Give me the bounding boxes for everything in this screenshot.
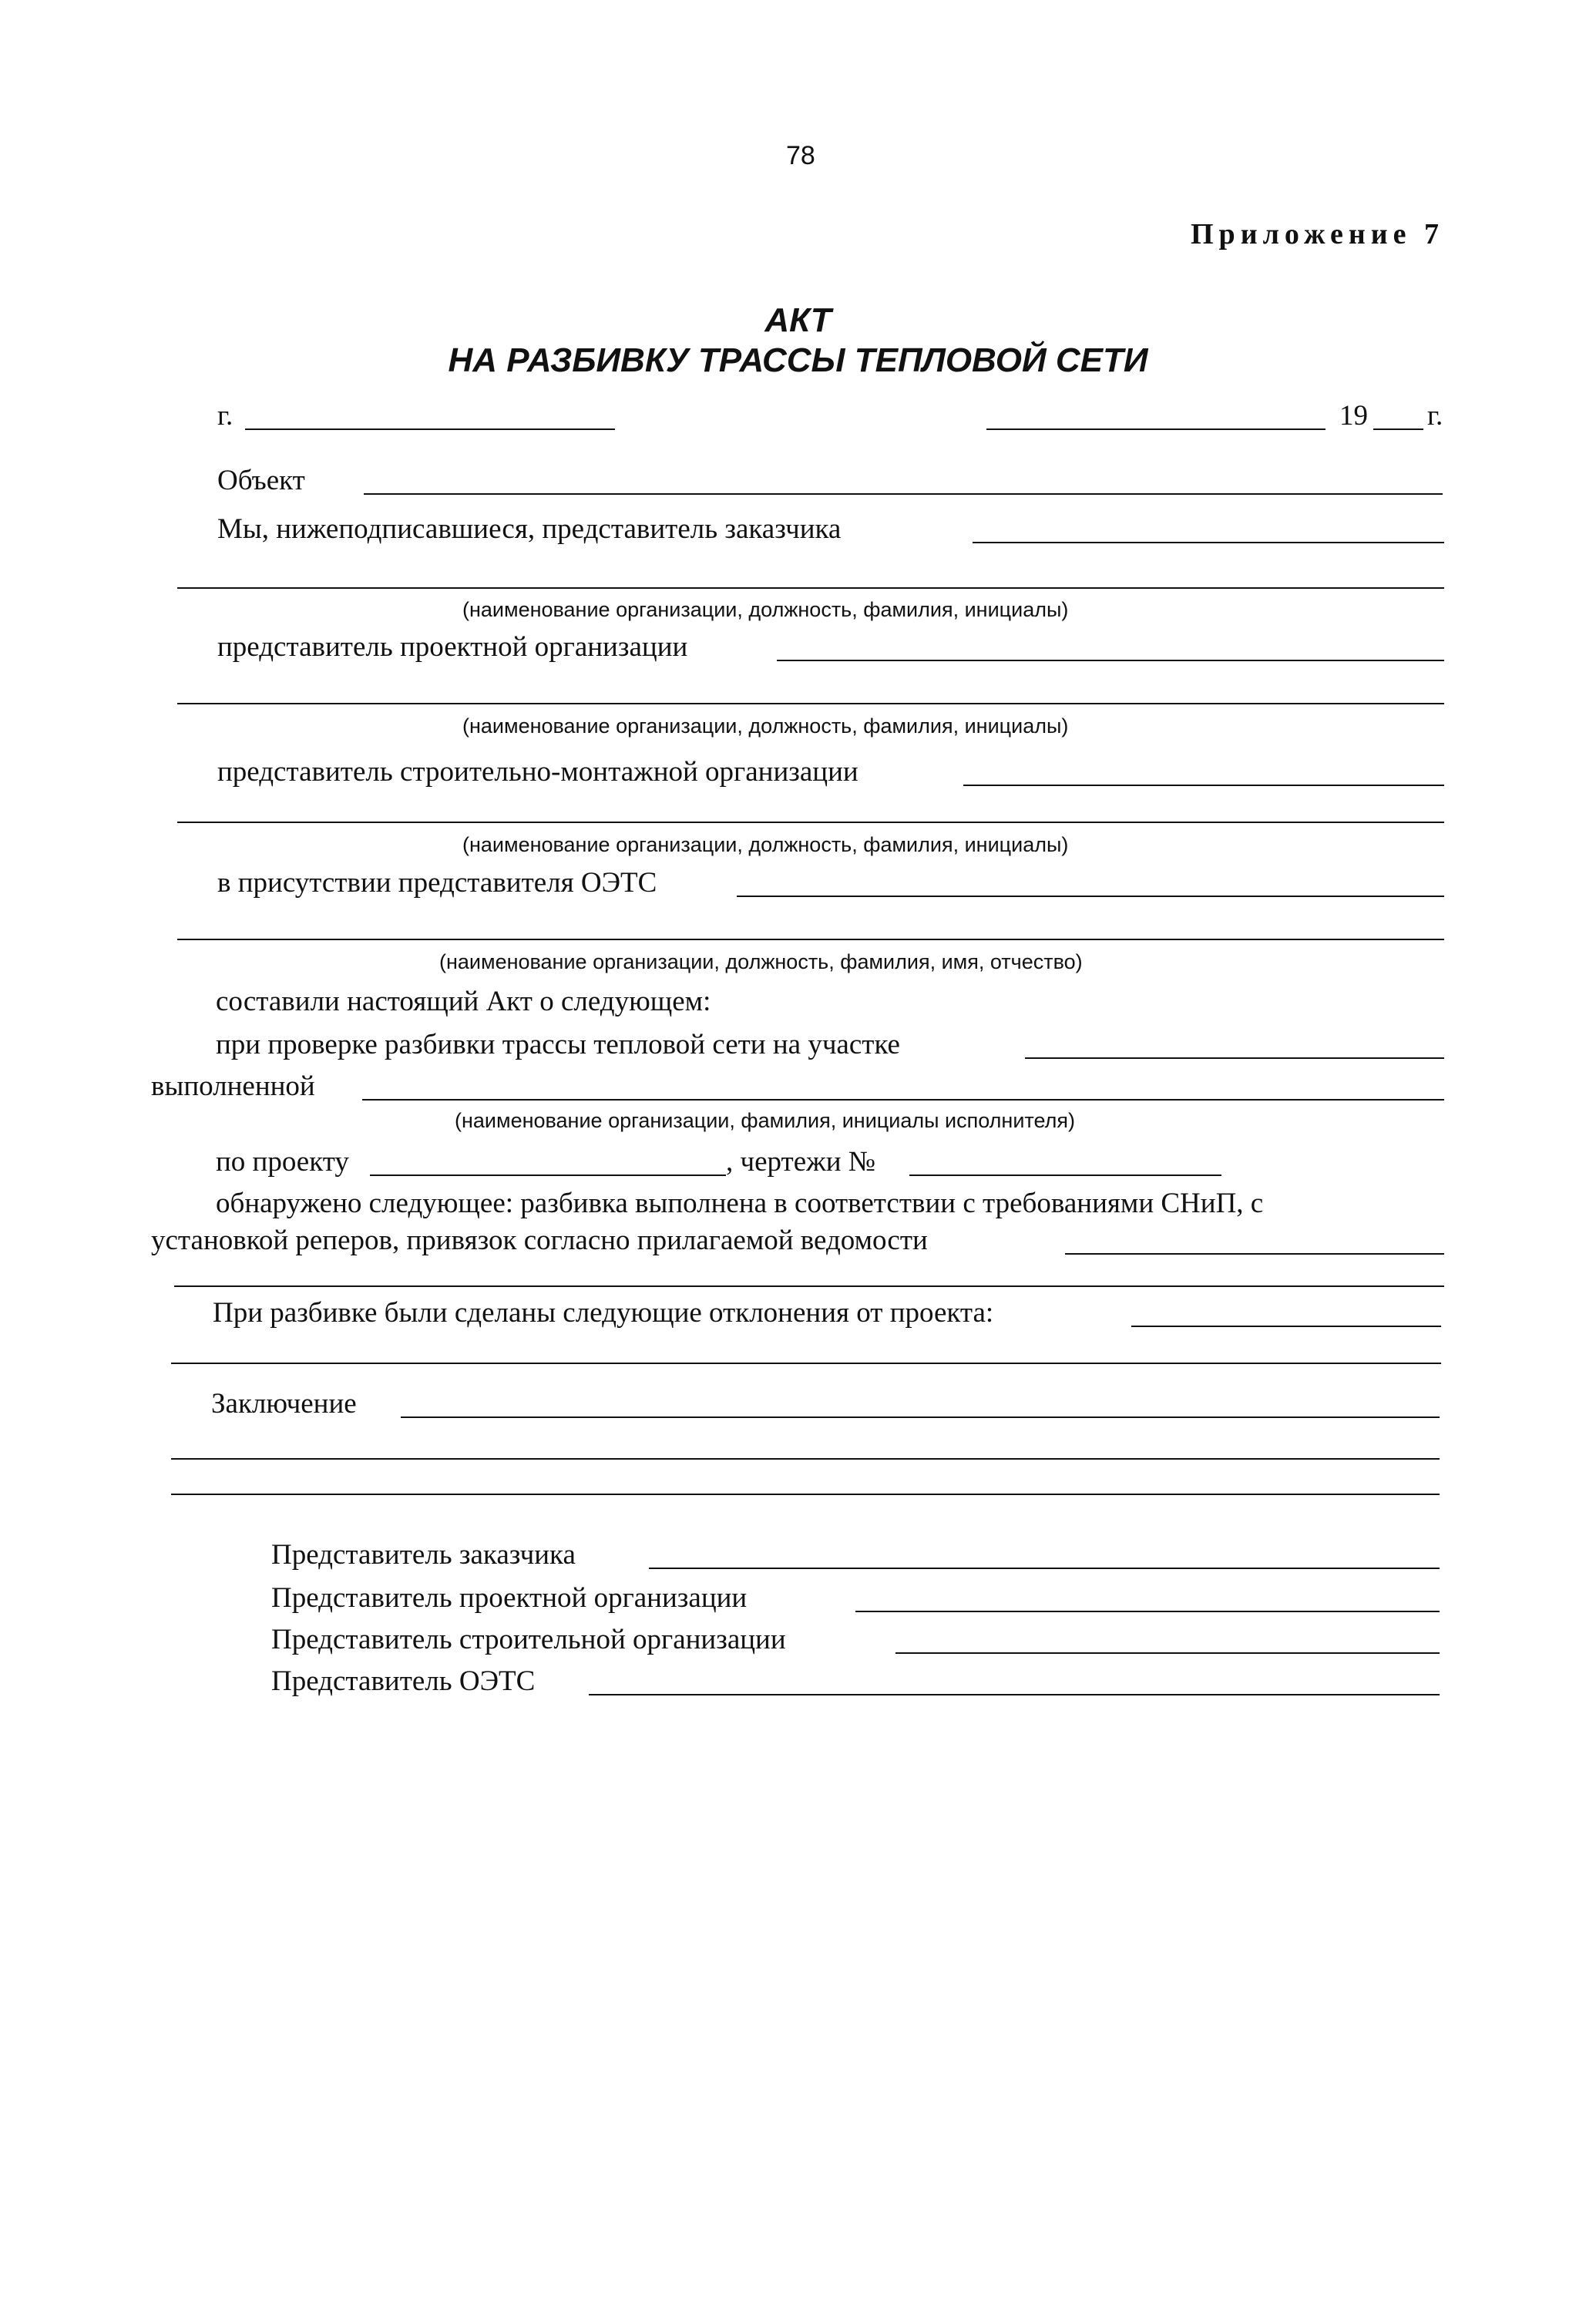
hint-org-1: (наименование организации, должность, фамилия, инициалы) [462,598,1069,621]
signature-label-customer: Представитель заказчика [271,1539,576,1571]
document-title [0,301,1596,381]
date-field[interactable] [986,428,1326,430]
year-field[interactable] [1373,428,1423,430]
signature-field-customer[interactable] [649,1568,1440,1569]
object-field[interactable] [364,493,1443,495]
hint-performer: (наименование организации, фамилия, инициалы исполнителя) [455,1109,1075,1132]
signature-label-construction: Представитель строительной организации [271,1624,786,1655]
deviations-field[interactable] [1131,1326,1441,1327]
city-field[interactable] [245,428,615,430]
conclusion-field-3[interactable] [171,1494,1440,1495]
title-line-2: НА РАЗБИВКУ ТРАССЫ ТЕПЛОВОЙ СЕТИ [448,341,1148,379]
oets-rep-label: в присутствии представителя ОЭТС [217,867,657,899]
design-rep-field-2[interactable] [177,703,1444,704]
title-line-1: АКТ [764,301,832,339]
hint-org-4: (наименование организации, должность, фамилия, имя, отчество) [439,950,1083,973]
found-line-1: обнаружено следующее: разбивка выполнена в соответствии с требованиями СНиП, с [216,1188,1264,1219]
oets-rep-field[interactable] [737,896,1444,897]
construction-rep-field-2[interactable] [177,822,1444,823]
deviations-field-2[interactable] [171,1363,1441,1364]
performed-label: выполненной [151,1070,315,1102]
customer-rep-label: Мы, нижеподписавшиеся, представитель заказчика [217,513,842,545]
customer-rep-field[interactable] [973,542,1444,543]
hint-org-3: (наименование организации, должность, фамилия, инициалы) [462,833,1069,856]
found-field-2[interactable] [174,1285,1444,1287]
year-prefix: 19 [1339,400,1368,432]
design-rep-label: представитель проектной организации [217,631,688,663]
signature-label-design: Представитель проектной организации [271,1582,748,1614]
drawings-field[interactable] [909,1174,1221,1176]
object-label: Объект [217,465,305,496]
year-suffix: г. [1427,400,1443,432]
city-prefix: г. [217,400,234,432]
signature-field-design[interactable] [855,1611,1440,1612]
oets-rep-field-2[interactable] [177,939,1444,940]
customer-rep-field-2[interactable] [177,587,1444,589]
compiled-text: составили настоящий Акт о следующем: [216,986,711,1017]
signature-field-oets[interactable] [589,1694,1440,1695]
drawings-label: , чертежи № [726,1146,876,1178]
design-rep-field[interactable] [777,660,1444,661]
hint-org-2: (наименование организации, должность, фамилия, инициалы) [462,714,1069,738]
appendix-label: Приложение 7 [1191,218,1445,250]
construction-rep-field[interactable] [963,785,1444,786]
signature-label-oets: Представитель ОЭТС [271,1665,536,1697]
construction-rep-label: представитель строительно-монтажной организации [217,756,858,788]
page-number: 78 [786,141,815,170]
conclusion-field[interactable] [401,1416,1440,1418]
conclusion-label: Заключение [211,1388,357,1420]
performed-field[interactable] [362,1099,1444,1101]
found-line-2: установкой реперов, привязок согласно прилагаемой ведомости [151,1225,928,1256]
by-project-field[interactable] [370,1174,726,1176]
deviations-label: При разбивке были сделаны следующие отклонения от проекта: [213,1297,994,1329]
signature-field-construction[interactable] [895,1652,1440,1654]
by-project-label: по проекту [216,1146,349,1178]
check-section-field[interactable] [1025,1057,1444,1059]
conclusion-field-2[interactable] [171,1458,1440,1460]
found-field[interactable] [1065,1253,1444,1255]
check-section-label: при проверке разбивки трассы тепловой сети на участке [216,1029,900,1060]
